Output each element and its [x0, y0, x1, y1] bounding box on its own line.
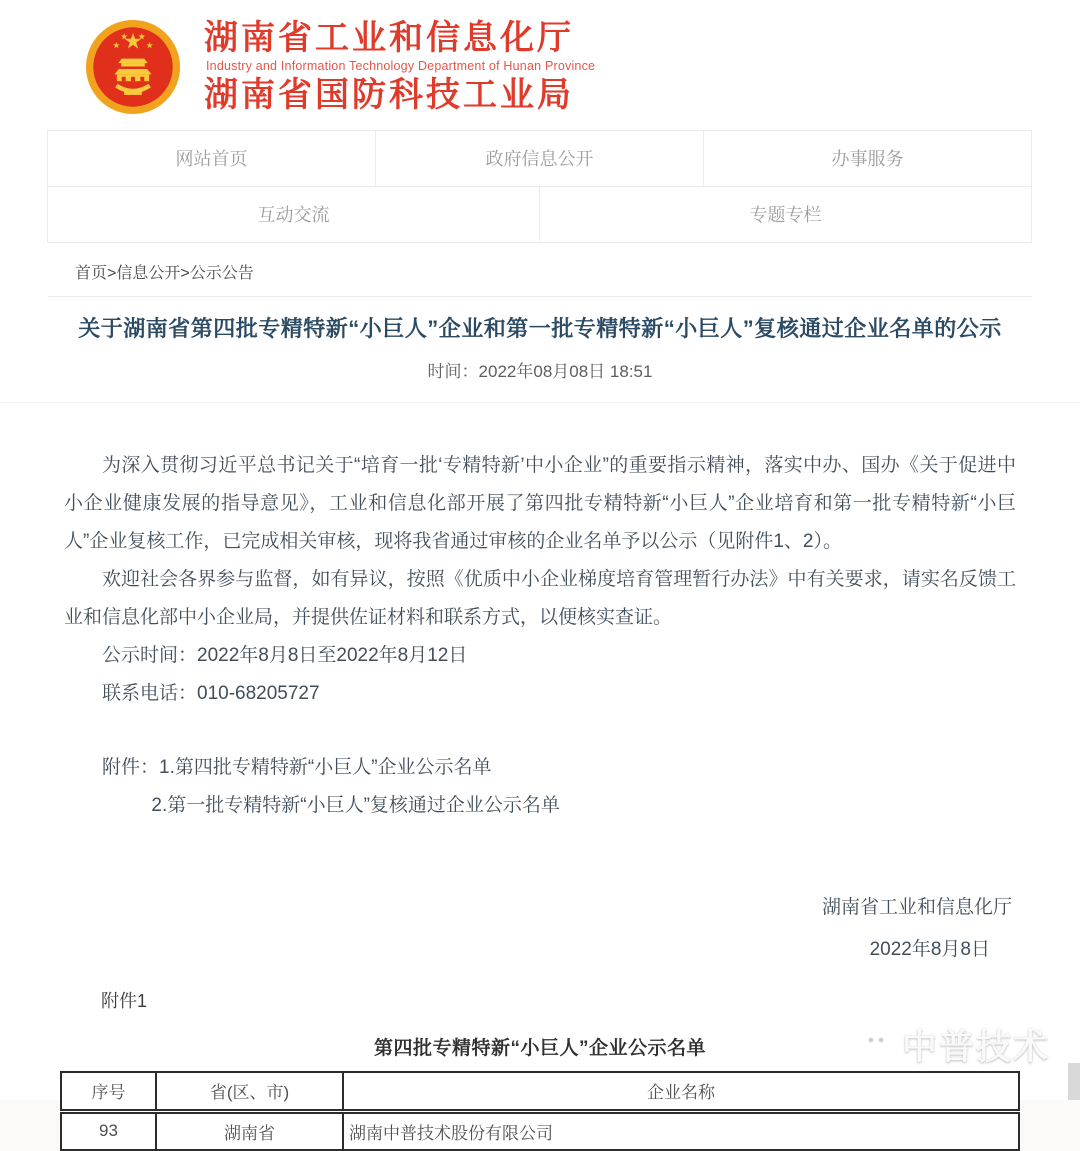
annex-table-title: 第四批专精特新“小巨人”企业公示名单 [373, 1038, 706, 1059]
page-title: 关于湖南省第四批专精特新“小巨人”企业和第一批专精特新“小巨人”复核通过企业名单的公示 [78, 316, 1002, 341]
header-company-name: 企业名称 [343, 1072, 1019, 1111]
cell-serial-no: 93 [61, 1111, 156, 1150]
signature-date: 2022年8月8日 [869, 939, 990, 960]
nav-row-1 [48, 131, 1032, 187]
cell-province: 湖南省 [156, 1111, 343, 1150]
attachments-list [64, 749, 1016, 825]
paragraph-1: 为深入贯彻习近平总书记关于“培育一批‘专精特新’中小企业”的重要指示精神，落实中办、国办《关于促进中小企业健康发展的指导意见》，工业和信息化部开展了第四批专精特新“小巨人”企业培育和第一批专精特新“小巨人”企业复核工作，已完成相关审核，现将我省通过审核的企业名单予以公示（见附件1、2）。 [64, 455, 1016, 552]
article [0, 312, 1080, 1151]
org-name-secondary: 湖南省国防科技工业局 [204, 76, 574, 115]
national-emblem-icon [84, 18, 182, 116]
watermark-text: 中普技术 [902, 1028, 1051, 1067]
annex-table [60, 1071, 1020, 1151]
nav-item-services[interactable]: 办事服务 [703, 130, 1032, 187]
table-row [61, 1111, 1019, 1150]
signature-block [0, 887, 1012, 971]
breadcrumb[interactable]: 首页>信息公开>公示公告 [48, 243, 1032, 297]
attachment-item-1: 附件：1.第四批专精特新“小巨人”企业公示名单 [102, 757, 492, 778]
header-province: 省(区、市) [156, 1072, 343, 1111]
org-name-primary: 湖南省工业和信息化厅 [204, 19, 574, 58]
table-header-row [61, 1072, 1019, 1111]
site-header [0, 0, 1080, 130]
header-serial-no: 序号 [61, 1072, 156, 1111]
article-body [64, 447, 1016, 713]
attachments-label: 附件： [102, 757, 160, 778]
contact-phone: 联系电话：010-68205727 [102, 683, 320, 704]
paragraph-2: 欢迎社会各界参与监督，如有异议，按照《优质中小企业梯度培育管理暂行办法》中有关要求，请实名反馈工业和信息化部中小企业局，并提供佐证材料和联系方式，以便核实查证。 [64, 569, 1016, 628]
nav-row-2 [48, 187, 1032, 243]
header-titles [204, 20, 595, 114]
nav-item-special-columns[interactable]: 专题专栏 [539, 186, 1032, 243]
main-nav [48, 130, 1032, 243]
signature-org: 湖南省工业和信息化厅 [821, 897, 1012, 918]
nav-item-interaction[interactable]: 互动交流 [47, 186, 540, 243]
annex-label: 附件1 [101, 991, 148, 1011]
attachment-item-2: 2.第一批专精特新“小巨人”复核通过企业公示名单 [151, 795, 560, 816]
nav-item-home[interactable]: 网站首页 [47, 130, 376, 187]
scrollbar-fragment [1068, 1063, 1080, 1100]
nav-item-gov-info[interactable]: 政府信息公开 [375, 130, 704, 187]
cell-company-name: 湖南中普技术股份有限公司 [343, 1111, 1019, 1150]
publish-time: 时间：2022年08月08日 18:51 [0, 357, 1080, 403]
publicity-period: 公示时间：2022年8月8日至2022年8月12日 [102, 645, 468, 666]
org-name-english: Industry and Information Technology Department of Hunan Province [206, 58, 596, 73]
